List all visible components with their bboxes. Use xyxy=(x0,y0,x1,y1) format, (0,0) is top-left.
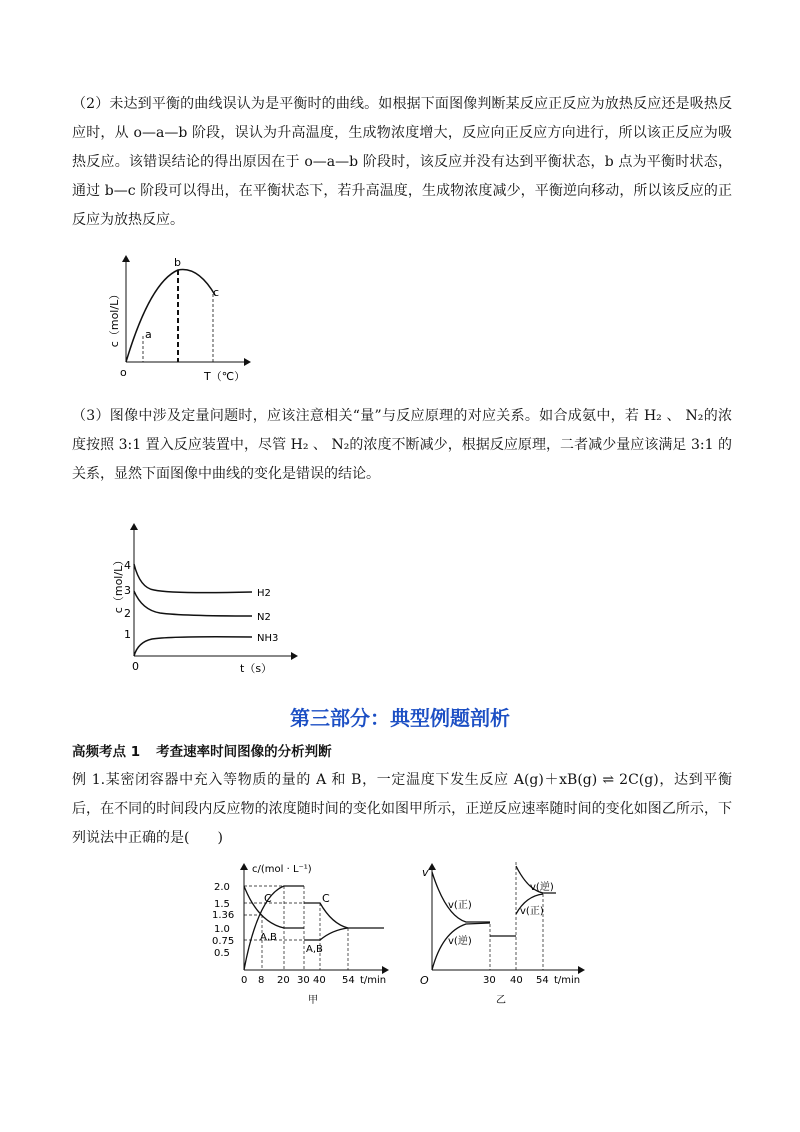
paragraph-3: （3）图像中涉及定量问题时，应该注意相关“量”与反应原理的对应关系。如合成氨中，若 H₂ 、 N₂的浓度按照 3:1 置入反应装置中，尽管 H₂ 、 N₂的浓度不断减少，根据反应原理，二者减少量应该满足 3:1 的关系，显然下面图像中曲线的变化是错误的结论。 xyxy=(72,408,732,482)
tick-1: 1 xyxy=(124,628,131,641)
y-label: c（mol/L） xyxy=(108,288,121,348)
point-a: a xyxy=(145,328,152,341)
y-label: v xyxy=(422,866,429,879)
figure-jia xyxy=(212,860,412,1010)
x-unit: t/min xyxy=(554,975,581,986)
h2-curve xyxy=(134,564,252,593)
curve-v-fwd-1 xyxy=(432,872,490,922)
nh3-label: NH3 xyxy=(257,633,279,644)
label-ab-1: A,B xyxy=(260,932,277,943)
caption-jia: 甲 xyxy=(308,995,318,1006)
point-c: c xyxy=(213,286,220,299)
label-ab-2: A,B xyxy=(306,944,323,955)
point-b: b xyxy=(174,256,181,269)
kaodian-heading xyxy=(72,740,332,760)
figure-ammonia-synthesis xyxy=(112,520,312,680)
label-c-1: C xyxy=(264,892,272,905)
xtick-0: 0 xyxy=(241,975,248,986)
section-title: 第三部分：典型例题剖析 xyxy=(290,706,510,730)
origin-label: o xyxy=(120,366,127,379)
tick-4: 4 xyxy=(124,559,131,572)
ytick-2-0: 2.0 xyxy=(214,882,230,893)
xtick-8: 8 xyxy=(258,975,265,986)
x-unit: t/min xyxy=(360,975,387,986)
example-1: 例 1.某密闭容器中充入等物质的量的 A 和 B，一定温度下发生反应 A(g)＋xB(g) ⇌ 2C(g)，达到平衡后，在不同的时间段内反应物的浓度随时间的变化如图甲所示，正逆反应速率随时间的变化如图乙所示，下列说法中正确的是( ) xyxy=(72,772,732,846)
xtick-40: 40 xyxy=(313,975,326,986)
ytick-1-36: 1.36 xyxy=(212,910,235,921)
label-v-fwd-2: v(正) xyxy=(520,906,544,917)
x-label: T（℃） xyxy=(204,370,246,383)
label-v-rev-1: v(逆) xyxy=(448,936,472,947)
y-label: c（mol/L） xyxy=(112,554,125,614)
origin-label: O xyxy=(420,974,429,987)
figure-yi xyxy=(416,860,596,1010)
caption-yi: 乙 xyxy=(496,995,506,1006)
ytick-1-0: 1.0 xyxy=(214,924,230,935)
h2-label: H2 xyxy=(257,588,271,599)
kaodian-label: 高频考点 1 xyxy=(72,744,141,760)
y-label: c/(mol · L⁻¹) xyxy=(252,864,312,875)
origin-label: 0 xyxy=(132,660,139,673)
paragraph-2: （2）未达到平衡的曲线误认为是平衡时的曲线。如根据下面图像判断某反应正反应为放热反应还是吸热反应时，从 o—a—b 阶段，误认为升高温度，生成物浓度增大，反应向正反应方向进行，所以该正反应为吸热反应。该错误结论的得出原因在于 o—a—b 阶段时，该反应并没有达到平衡状态，b 点为平衡时状态，通过 b—c 阶段可以得出，在平衡状态下，若升高温度，生成物浓度减少，平衡逆向移动，所以该反应的正反应为放热反应。 xyxy=(72,96,732,228)
figure-concentration-temperature xyxy=(108,252,262,392)
nh3-curve xyxy=(134,637,252,656)
tick-3: 3 xyxy=(124,584,131,597)
xtick-30: 30 xyxy=(297,975,310,986)
kaodian-title: 考查速率时间图像的分析判断 xyxy=(156,744,332,760)
curve-c-2 xyxy=(304,903,384,928)
label-v-fwd-1: v(正) xyxy=(448,900,472,911)
xtick-20: 20 xyxy=(277,975,290,986)
x-label: t（s） xyxy=(240,662,273,675)
n2-label: N2 xyxy=(257,612,271,623)
ytick-1-5: 1.5 xyxy=(214,899,230,910)
curve xyxy=(126,270,215,362)
xtick-30: 30 xyxy=(483,975,496,986)
ytick-0-5: 0.5 xyxy=(214,948,230,959)
xtick-54: 54 xyxy=(536,975,549,986)
n2-curve xyxy=(134,591,252,616)
label-c-2: C xyxy=(322,892,330,905)
curve-ab-2 xyxy=(304,928,348,940)
xtick-54: 54 xyxy=(342,975,355,986)
tick-2: 2 xyxy=(124,607,131,620)
ytick-0-75: 0.75 xyxy=(212,936,235,947)
label-v-rev-2: v(逆) xyxy=(530,882,554,893)
xtick-40: 40 xyxy=(510,975,523,986)
